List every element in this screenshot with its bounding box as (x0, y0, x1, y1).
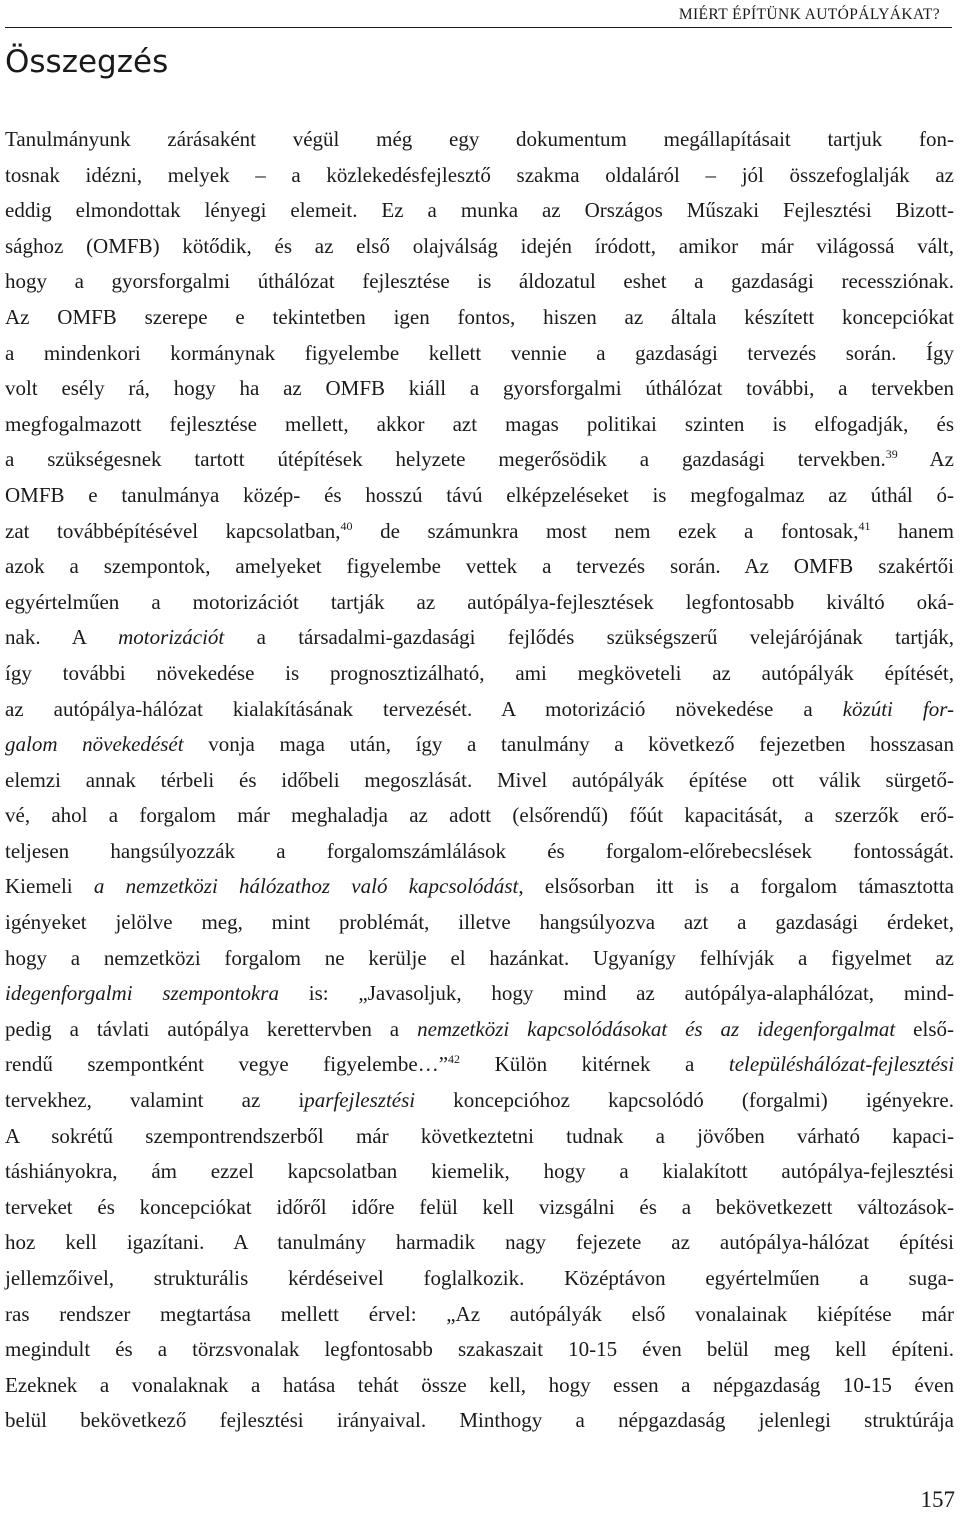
running-header: MIÉRT ÉPÍTÜNK AUTÓPÁLYÁKAT? (679, 6, 940, 28)
text-line: hogy a gyorsforgalmi úthálózat fejlesztése is áldozatul eshet a gazdasági recessziónak. (5, 269, 954, 294)
text-line: terveket és koncepciókat időről időre felül kell vizsgálni és a bekövetkezett változások- (5, 1194, 954, 1219)
italic-term: közúti for- (842, 696, 954, 721)
italic-term: településhálózat-fejlesztési (728, 1052, 955, 1077)
text-line: megindult és a törzsvonalak legfontosabb szakaszait 10-15 éven belül meg kell építeni. (5, 1337, 954, 1362)
text-line: eddig elmondottak lényegi elemeit. Ez a munka az Országos Műszaki Fejlesztési Bizott- (5, 198, 954, 223)
text-line: nak. A motorizációt a társadalmi-gazdasági fejlődés szükségszerű velejárójának tartják, (5, 625, 955, 650)
text-line: az autópálya-hálózat kialakításának tervezését. A motorizáció növekedése a közúti for- (5, 696, 954, 721)
italic-term: idegenforgalmi szempontokra (5, 981, 279, 1006)
text-line: pedig a távlati autópálya kerettervben a nemzetközi kapcsolódásokat és az idegenforgalmat első- (5, 1016, 954, 1041)
section-title: Összegzés (5, 44, 169, 80)
text-line: a mindenkori kormánynak figyelembe kellett vennie a gazdasági tervezés során. Így (5, 340, 954, 365)
text-line: egyértelműen a motorizációt tartják az autópálya-fejlesztések legfontosabb kiváltó oká- (5, 589, 954, 614)
footnote-ref[interactable]: 39 (885, 447, 898, 462)
italic-term: a nemzetközi hálózathoz való kapcsolódást (93, 874, 519, 899)
text-line: rendű szempontként vegye figyelembe…”$^{42}$ Külön kitérnek a településhálózat-fejlesztési (5, 1052, 955, 1077)
text-line: igényeket jelölve meg, mint problémát, illetve hangsúlyozva azt a gazdasági érdeket, (5, 910, 954, 935)
text-line: Az OMFB szerepe e tekintetben igen fontos, hiszen az általa készített koncepciókat (5, 304, 954, 329)
text-line: jellemzőivel, strukturális kérdéseivel foglalkozik. Középtávon egyértelműen a suga- (5, 1266, 954, 1290)
text-line: OMFB e tanulmánya közép- és hosszú távú elképzeléseket is megfogalmaz az úthál ó- (5, 482, 954, 507)
text-line: táshiányokra, ám ezzel kapcsolatban kiemelik, hogy a kialakított autópálya-fejlesztési (5, 1159, 954, 1184)
text-line: hoz kell igazítani. A tanulmány harmadik nagy fejezete az autópálya-hálózat építési (5, 1230, 954, 1255)
text-line: sághoz (OMFB) kötődik, és az első olajválság idején íródott, amikor már világossá vált, (5, 233, 954, 258)
italic-term: motorizációt (118, 625, 225, 650)
text-line: ras rendszer megtartása mellett érvel: „Az autópályák első vonalainak kiépítése már (5, 1301, 954, 1326)
footnote-ref[interactable]: 42 (448, 1052, 461, 1067)
footnote-ref[interactable]: 40 (340, 518, 353, 533)
text-line: hogy a nemzetközi forgalom ne kerülje el hazánkat. Ugyanígy felhívják a figyelmet az (5, 945, 954, 970)
text-line: galom növekedését vonja maga után, így a tanulmány a következő fejezetben hosszasan (5, 732, 954, 757)
text-line: elemzi annak térbeli és időbeli megoszlását. Mivel autópályák építése ott válik sürgető- (5, 767, 954, 792)
text-line: zat továbbépítésével kapcsolatban,$^{40}$ de számunkra most nem ezek a fontosak,$^{41}$ hanem (5, 518, 955, 543)
text-line: teljesen hangsúlyozzák a forgalomszámlálások és forgalom-előrebecslések fontosságát. (5, 838, 954, 863)
text-line: A sokrétű szempontrendszerből már következtetni tudnak a jövőben várható kapaci- (5, 1123, 954, 1148)
text-line: a szükségesnek tartott útépítések helyzete megerősödik a gazdasági tervekben.$^{39}$ Az (5, 447, 954, 472)
italic-term: parfejlesztési (304, 1088, 416, 1113)
text-line: belül bekövetkező fejlesztési irányaival. Minthogy a népgazdaság jelenlegi struktúrája (5, 1408, 954, 1433)
text-line: megfogalmazott fejlesztése mellett, akkor azt magas politikai szinten is elfogadják, és (5, 411, 954, 436)
text-line: Kiemeli a nemzetközi hálózathoz való kapcsolódást, elsősorban itt is a forgalom támasztotta (5, 874, 954, 899)
text-line: vé, ahol a forgalom már meghaladja az adott (elsőrendű) főút kapacitását, a szerzők erő- (5, 803, 954, 828)
text-line: volt esély rá, hogy ha az OMFB kiáll a gyorsforgalmi úthálózat további, a tervekben (5, 376, 954, 401)
footnote-ref[interactable]: 41 (858, 518, 871, 533)
text-line: idegenforgalmi szempontokra is: „Javasoljuk, hogy mind az autópálya-alaphálózat, mind- (5, 981, 955, 1006)
text-line: Tanulmányunk zárásaként végül még egy dokumentum megállapításait tartjuk fon- (5, 127, 954, 151)
text-line: tervekhez, valamint az iparfejlesztési koncepcióhoz kapcsolódó (forgalmi) igényekre. (5, 1088, 954, 1113)
italic-term: galom növekedését (5, 732, 184, 757)
text-line: azok a szempontok, amelyeket figyelembe vettek a tervezés során. Az OMFB szakértői (5, 554, 954, 579)
header-rule (5, 27, 952, 28)
body-paragraph (5, 122, 954, 1439)
text-line: így további növekedése is prognosztizálható, ami megköveteli az autópályák építését, (5, 660, 954, 685)
italic-term: nemzetközi kapcsolódásokat és az idegenforgalmat (417, 1016, 896, 1041)
text-line: Ezeknek a vonalaknak a hatása tehát össze kell, hogy essen a népgazdaság 10-15 éven (5, 1372, 954, 1397)
text-line: tosnak idézni, melyek – a közlekedésfejlesztő szakma oldaláról – jól összefoglalják az (5, 162, 954, 187)
page-number: 157 (920, 1487, 955, 1512)
